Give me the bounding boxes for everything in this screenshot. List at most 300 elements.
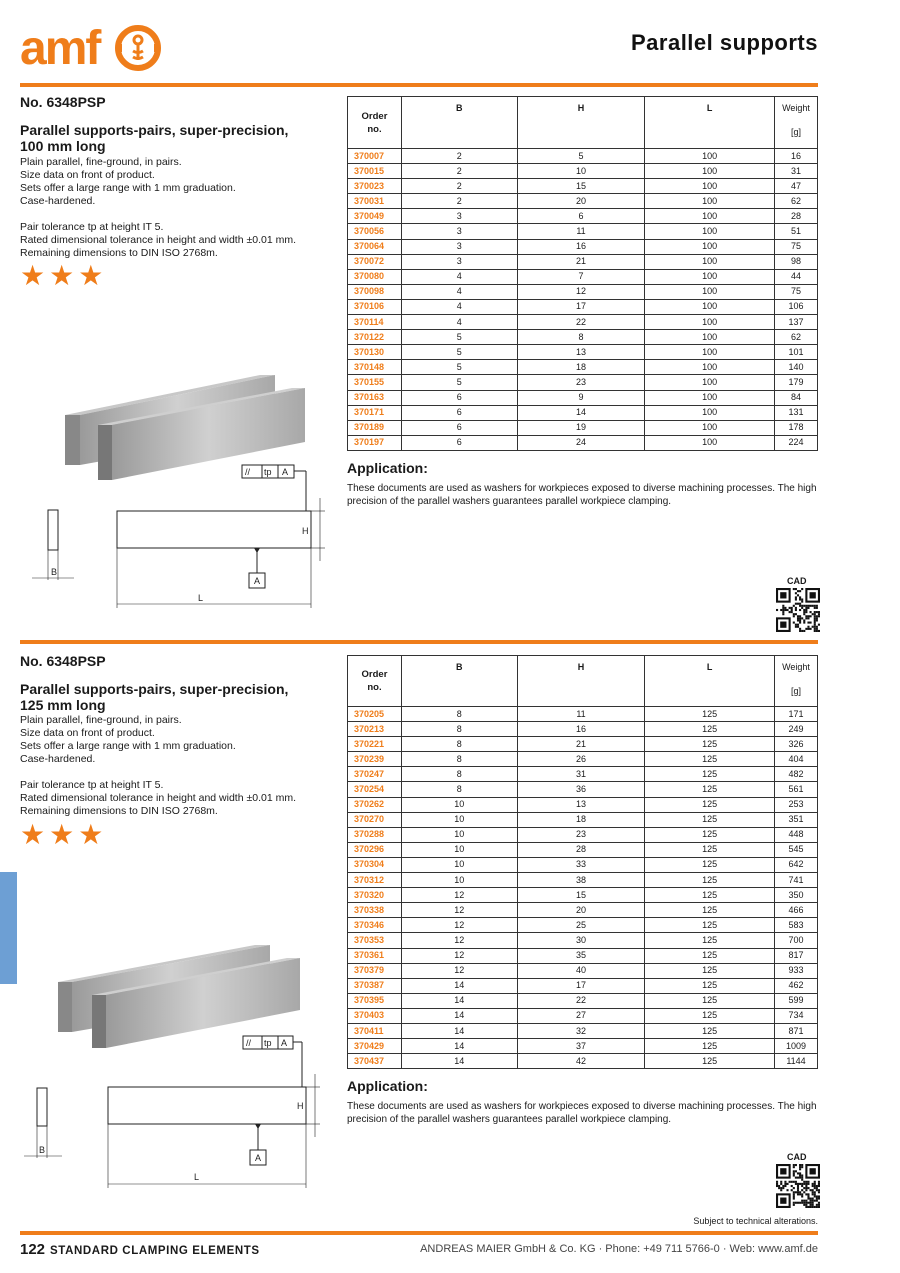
- table-row: [348, 345, 818, 360]
- h-cell: 23: [517, 375, 645, 390]
- table-body: [348, 149, 818, 451]
- dim-label-b: B: [51, 567, 58, 577]
- b-cell: 4: [401, 299, 517, 314]
- b-cell: 4: [401, 284, 517, 299]
- table-row: [348, 812, 818, 827]
- h-cell: 37: [517, 1039, 645, 1054]
- l-cell: 100: [645, 360, 775, 375]
- table-row: [348, 737, 818, 752]
- weight-cell: 224: [775, 435, 818, 450]
- product-title-line1: Parallel supports-pairs, super-precision,: [20, 681, 289, 697]
- order-no-cell[interactable]: 370411: [348, 1023, 402, 1038]
- application-text: These documents are used as washers for workpieces exposed to diverse machining processes. The high precision of the parallel washers guarantees parallel workpiece clamping.: [347, 483, 817, 507]
- h-cell: 38: [517, 873, 645, 888]
- b-cell: 12: [401, 948, 517, 963]
- cad-qr-code[interactable]: [776, 588, 820, 632]
- order-no-cell[interactable]: 370155: [348, 375, 402, 390]
- application-heading: Application:: [347, 1078, 428, 1094]
- table-row: [348, 873, 818, 888]
- h-cell: 22: [517, 315, 645, 330]
- b-cell: 10: [401, 857, 517, 872]
- l-cell: 125: [645, 707, 775, 722]
- l-cell: 125: [645, 857, 775, 872]
- weight-cell: 137: [775, 315, 818, 330]
- subject-note: Subject to technical alterations.: [693, 1216, 818, 1226]
- order-no-cell[interactable]: 370221: [348, 737, 402, 752]
- h-cell: 27: [517, 1008, 645, 1023]
- table-row: [348, 827, 818, 842]
- h-cell: 25: [517, 918, 645, 933]
- h-cell: 18: [517, 360, 645, 375]
- h-cell: 11: [517, 707, 645, 722]
- table-row: [348, 842, 818, 857]
- weight-header-unit: [g]: [791, 127, 802, 137]
- h-cell: 23: [517, 827, 645, 842]
- h-cell: 35: [517, 948, 645, 963]
- l-cell: 125: [645, 1023, 775, 1038]
- order-no-cell[interactable]: 370353: [348, 933, 402, 948]
- table-row: [348, 707, 818, 722]
- l-cell: 125: [645, 948, 775, 963]
- h-cell: 32: [517, 1023, 645, 1038]
- order-no-cell[interactable]: 370254: [348, 782, 402, 797]
- l-cell: 100: [645, 149, 775, 164]
- order-no-cell[interactable]: 370031: [348, 194, 402, 209]
- order-no-cell[interactable]: 370437: [348, 1054, 402, 1069]
- amf-logo: [20, 18, 165, 78]
- order-no-cell[interactable]: 370288: [348, 827, 402, 842]
- spec-table: [347, 96, 818, 451]
- table-row: [348, 978, 818, 993]
- l-cell: 100: [645, 239, 775, 254]
- order-no-cell[interactable]: 370098: [348, 284, 402, 299]
- weight-cell: 178: [775, 420, 818, 435]
- l-cell: 125: [645, 812, 775, 827]
- b-cell: 4: [401, 315, 517, 330]
- product-title: [20, 122, 330, 154]
- dim-label-h: H: [297, 1101, 304, 1111]
- weight-cell: 47: [775, 179, 818, 194]
- order-no-cell[interactable]: 370114: [348, 315, 402, 330]
- l-cell: 125: [645, 903, 775, 918]
- b-cell: 10: [401, 812, 517, 827]
- l-cell: 125: [645, 963, 775, 978]
- header-rule: [20, 83, 818, 87]
- weight-cell: 599: [775, 993, 818, 1008]
- table-row: [348, 857, 818, 872]
- desc-line: [20, 208, 340, 221]
- weight-cell: 462: [775, 978, 818, 993]
- weight-cell: 62: [775, 330, 818, 345]
- product-number: No. 6348PSP: [20, 94, 106, 110]
- weight-cell: 75: [775, 239, 818, 254]
- h-cell: 26: [517, 752, 645, 767]
- weight-cell: 351: [775, 812, 818, 827]
- weight-header-label: Weight: [782, 662, 810, 672]
- rating-stars: ★★★: [20, 819, 108, 850]
- table-row: [348, 269, 818, 284]
- col-header-l: L: [645, 656, 775, 707]
- b-cell: 8: [401, 752, 517, 767]
- tolerance-parallel-symbol: //: [245, 467, 251, 477]
- section-name: STANDARD CLAMPING ELEMENTS: [50, 1245, 260, 1257]
- weight-cell: 140: [775, 360, 818, 375]
- table-row: [348, 1008, 818, 1023]
- col-header-weight: [775, 97, 818, 149]
- table-row: [348, 405, 818, 420]
- table-row: [348, 284, 818, 299]
- table-row: [348, 315, 818, 330]
- h-cell: 17: [517, 299, 645, 314]
- desc-line: Size data on front of product.: [20, 727, 155, 739]
- order-no-cell[interactable]: 370403: [348, 1008, 402, 1023]
- b-cell: 14: [401, 1023, 517, 1038]
- table-row: [348, 375, 818, 390]
- l-cell: 125: [645, 797, 775, 812]
- l-cell: 100: [645, 179, 775, 194]
- h-cell: 36: [517, 782, 645, 797]
- table-row: [348, 993, 818, 1008]
- order-no-cell[interactable]: 370023: [348, 179, 402, 194]
- order-no-cell[interactable]: 370171: [348, 405, 402, 420]
- weight-cell: 106: [775, 299, 818, 314]
- b-cell: 3: [401, 254, 517, 269]
- footer-rule: [20, 1231, 818, 1235]
- table-row: [348, 390, 818, 405]
- order-no-cell[interactable]: 370056: [348, 224, 402, 239]
- weight-header-unit: [g]: [791, 686, 802, 696]
- l-cell: 100: [645, 164, 775, 179]
- col-header-l: L: [645, 97, 775, 149]
- h-cell: 18: [517, 812, 645, 827]
- h-cell: 5: [517, 149, 645, 164]
- table-row: [348, 239, 818, 254]
- b-cell: 6: [401, 435, 517, 450]
- order-no-cell[interactable]: 370387: [348, 978, 402, 993]
- l-cell: 100: [645, 315, 775, 330]
- order-no-cell[interactable]: 370346: [348, 918, 402, 933]
- b-cell: 6: [401, 390, 517, 405]
- l-cell: 100: [645, 345, 775, 360]
- order-no-cell[interactable]: 370130: [348, 345, 402, 360]
- weight-cell: 171: [775, 707, 818, 722]
- desc-line: Remaining dimensions to DIN ISO 2768m.: [20, 805, 218, 817]
- product-number: No. 6348PSP: [20, 653, 106, 669]
- h-cell: 40: [517, 963, 645, 978]
- h-cell: 12: [517, 284, 645, 299]
- tolerance-datum-label: A: [281, 1038, 288, 1048]
- table-row: [348, 164, 818, 179]
- tolerance-datum-label: A: [282, 467, 289, 477]
- weight-cell: 131: [775, 405, 818, 420]
- weight-cell: 466: [775, 903, 818, 918]
- weight-cell: 350: [775, 888, 818, 903]
- application-heading: Application:: [347, 460, 428, 476]
- order-no-cell[interactable]: 370239: [348, 752, 402, 767]
- order-no-cell[interactable]: 370213: [348, 722, 402, 737]
- weight-cell: 741: [775, 873, 818, 888]
- col-header-order: [348, 97, 402, 149]
- product-title-line2: 100 mm long: [20, 138, 106, 154]
- b-cell: 8: [401, 707, 517, 722]
- b-cell: 8: [401, 722, 517, 737]
- product-description: [20, 156, 340, 260]
- b-cell: 2: [401, 194, 517, 209]
- table-row: [348, 782, 818, 797]
- h-cell: 8: [517, 330, 645, 345]
- h-cell: 7: [517, 269, 645, 284]
- h-cell: 21: [517, 254, 645, 269]
- table-row: [348, 888, 818, 903]
- table-row: [348, 1054, 818, 1069]
- b-cell: 4: [401, 269, 517, 284]
- weight-cell: 1144: [775, 1054, 818, 1069]
- l-cell: 125: [645, 767, 775, 782]
- b-cell: 12: [401, 903, 517, 918]
- order-no-cell[interactable]: 370189: [348, 420, 402, 435]
- b-cell: 10: [401, 797, 517, 812]
- h-cell: 9: [517, 390, 645, 405]
- product-title-line1: Parallel supports-pairs, super-precision,: [20, 122, 289, 138]
- logo-text: amf: [20, 22, 100, 75]
- h-cell: 16: [517, 239, 645, 254]
- table-row: [348, 360, 818, 375]
- table-header-row: [348, 97, 818, 149]
- table-row: [348, 948, 818, 963]
- order-no-cell[interactable]: 370429: [348, 1039, 402, 1054]
- order-no-cell[interactable]: 370106: [348, 299, 402, 314]
- desc-line: Plain parallel, fine-ground, in pairs.: [20, 156, 182, 168]
- weight-cell: 253: [775, 797, 818, 812]
- h-cell: 13: [517, 797, 645, 812]
- l-cell: 100: [645, 330, 775, 345]
- weight-cell: 700: [775, 933, 818, 948]
- order-no-cell[interactable]: 370197: [348, 435, 402, 450]
- product-title: [20, 681, 330, 713]
- tolerance-tp-label: tp: [264, 1038, 272, 1048]
- table-row: [348, 209, 818, 224]
- b-cell: 3: [401, 239, 517, 254]
- order-no-cell[interactable]: 370080: [348, 269, 402, 284]
- order-no-cell[interactable]: 370304: [348, 857, 402, 872]
- order-header-line1: Order: [361, 669, 388, 680]
- footer-section: [20, 1241, 260, 1258]
- h-cell: 31: [517, 767, 645, 782]
- weight-cell: 75: [775, 284, 818, 299]
- weight-cell: 933: [775, 963, 818, 978]
- b-cell: 8: [401, 782, 517, 797]
- h-cell: 20: [517, 194, 645, 209]
- b-cell: 12: [401, 933, 517, 948]
- company-info: ANDREAS MAIER GmbH & Co. KG · Phone: +49 711 5766-0 · Web: www.amf.de: [420, 1243, 818, 1255]
- weight-cell: 642: [775, 857, 818, 872]
- h-cell: 13: [517, 345, 645, 360]
- b-cell: 8: [401, 767, 517, 782]
- order-no-cell[interactable]: 370007: [348, 149, 402, 164]
- order-no-cell[interactable]: 370163: [348, 390, 402, 405]
- table-row: [348, 179, 818, 194]
- desc-line: Rated dimensional tolerance in height and width ±0.01 mm.: [20, 234, 297, 246]
- table-row: [348, 149, 818, 164]
- l-cell: 125: [645, 737, 775, 752]
- order-no-cell[interactable]: 370015: [348, 164, 402, 179]
- rating-stars: ★★★: [20, 260, 108, 291]
- b-cell: 8: [401, 737, 517, 752]
- col-header-b: B: [401, 656, 517, 707]
- page-number: 122: [20, 1241, 46, 1258]
- section-rule: [20, 640, 818, 644]
- l-cell: 125: [645, 1008, 775, 1023]
- b-cell: 14: [401, 993, 517, 1008]
- table-row: [348, 903, 818, 918]
- l-cell: 125: [645, 722, 775, 737]
- order-no-cell[interactable]: 370320: [348, 888, 402, 903]
- cad-label: CAD: [787, 576, 807, 586]
- weight-cell: 734: [775, 1008, 818, 1023]
- table-row: [348, 1039, 818, 1054]
- order-no-cell[interactable]: 370262: [348, 797, 402, 812]
- weight-cell: 561: [775, 782, 818, 797]
- b-cell: 2: [401, 149, 517, 164]
- weight-cell: 98: [775, 254, 818, 269]
- table-body: [348, 707, 818, 1069]
- h-cell: 22: [517, 993, 645, 1008]
- order-no-cell[interactable]: 370395: [348, 993, 402, 1008]
- table-row: [348, 918, 818, 933]
- b-cell: 6: [401, 420, 517, 435]
- weight-cell: 31: [775, 164, 818, 179]
- col-header-b: B: [401, 97, 517, 149]
- b-cell: 14: [401, 1054, 517, 1069]
- b-cell: 3: [401, 209, 517, 224]
- order-no-cell[interactable]: 370049: [348, 209, 402, 224]
- order-header-line2: no.: [367, 682, 382, 693]
- desc-line: Remaining dimensions to DIN ISO 2768m.: [20, 247, 218, 259]
- table-row: [348, 963, 818, 978]
- b-cell: 14: [401, 1008, 517, 1023]
- l-cell: 125: [645, 873, 775, 888]
- weight-cell: 448: [775, 827, 818, 842]
- desc-line: Size data on front of product.: [20, 169, 155, 181]
- l-cell: 125: [645, 1054, 775, 1069]
- weight-cell: 44: [775, 269, 818, 284]
- b-cell: 6: [401, 405, 517, 420]
- l-cell: 100: [645, 269, 775, 284]
- order-no-cell[interactable]: 370361: [348, 948, 402, 963]
- order-no-cell[interactable]: 370072: [348, 254, 402, 269]
- dim-label-h: H: [302, 526, 309, 536]
- b-cell: 12: [401, 888, 517, 903]
- order-no-cell[interactable]: 370338: [348, 903, 402, 918]
- h-cell: 42: [517, 1054, 645, 1069]
- dim-label-b: B: [39, 1145, 46, 1155]
- table-row: [348, 767, 818, 782]
- l-cell: 125: [645, 978, 775, 993]
- b-cell: 5: [401, 375, 517, 390]
- l-cell: 100: [645, 405, 775, 420]
- b-cell: 2: [401, 164, 517, 179]
- application-text: These documents are used as washers for workpieces exposed to diverse machining processes. The high precision of the parallel washers guarantees parallel workpiece clamping.: [347, 1101, 817, 1125]
- tolerance-parallel-symbol: //: [246, 1038, 252, 1048]
- datum-label-a: A: [254, 576, 261, 586]
- l-cell: 125: [645, 888, 775, 903]
- h-cell: 6: [517, 209, 645, 224]
- order-header-line2: no.: [367, 123, 382, 135]
- h-cell: 10: [517, 164, 645, 179]
- weight-cell: 482: [775, 767, 818, 782]
- order-header-line1: Order: [361, 110, 388, 122]
- l-cell: 125: [645, 993, 775, 1008]
- h-cell: 15: [517, 179, 645, 194]
- tolerance-tp-label: tp: [264, 467, 272, 477]
- weight-cell: 51: [775, 224, 818, 239]
- order-no-cell[interactable]: 370064: [348, 239, 402, 254]
- side-tab: [0, 872, 17, 984]
- h-cell: 16: [517, 722, 645, 737]
- order-no-cell[interactable]: 370270: [348, 812, 402, 827]
- l-cell: 100: [645, 299, 775, 314]
- weight-cell: 404: [775, 752, 818, 767]
- l-cell: 125: [645, 752, 775, 767]
- col-header-weight: [775, 656, 818, 707]
- l-cell: 125: [645, 1039, 775, 1054]
- h-cell: 19: [517, 420, 645, 435]
- table-row: [348, 420, 818, 435]
- weight-cell: 28: [775, 209, 818, 224]
- table-row: [348, 299, 818, 314]
- b-cell: 14: [401, 978, 517, 993]
- b-cell: 5: [401, 360, 517, 375]
- technical-drawing: [22, 1030, 332, 1190]
- b-cell: 12: [401, 918, 517, 933]
- weight-cell: 545: [775, 842, 818, 857]
- table-row: [348, 194, 818, 209]
- cad-label: CAD: [787, 1152, 807, 1162]
- l-cell: 100: [645, 284, 775, 299]
- weight-header-label: Weight: [782, 103, 810, 113]
- weight-cell: 326: [775, 737, 818, 752]
- b-cell: 2: [401, 179, 517, 194]
- order-no-cell[interactable]: 370205: [348, 707, 402, 722]
- h-cell: 30: [517, 933, 645, 948]
- cad-qr-code[interactable]: [776, 1164, 820, 1208]
- b-cell: 10: [401, 842, 517, 857]
- table-row: [348, 435, 818, 450]
- desc-line: Case-hardened.: [20, 195, 96, 207]
- b-cell: 3: [401, 224, 517, 239]
- b-cell: 14: [401, 1039, 517, 1054]
- l-cell: 125: [645, 918, 775, 933]
- order-no-cell[interactable]: 370296: [348, 842, 402, 857]
- order-no-cell[interactable]: 370122: [348, 330, 402, 345]
- order-no-cell[interactable]: 370379: [348, 963, 402, 978]
- l-cell: 100: [645, 209, 775, 224]
- l-cell: 100: [645, 435, 775, 450]
- l-cell: 100: [645, 390, 775, 405]
- product-title-line2: 125 mm long: [20, 697, 106, 713]
- weight-cell: 179: [775, 375, 818, 390]
- desc-line: Pair tolerance tp at height IT 5.: [20, 221, 164, 233]
- order-no-cell[interactable]: 370148: [348, 360, 402, 375]
- order-no-cell[interactable]: 370312: [348, 873, 402, 888]
- l-cell: 100: [645, 254, 775, 269]
- order-no-cell[interactable]: 370247: [348, 767, 402, 782]
- weight-cell: 84: [775, 390, 818, 405]
- weight-cell: 1009: [775, 1039, 818, 1054]
- table-row: [348, 797, 818, 812]
- spec-table: [347, 655, 818, 1069]
- b-cell: 10: [401, 827, 517, 842]
